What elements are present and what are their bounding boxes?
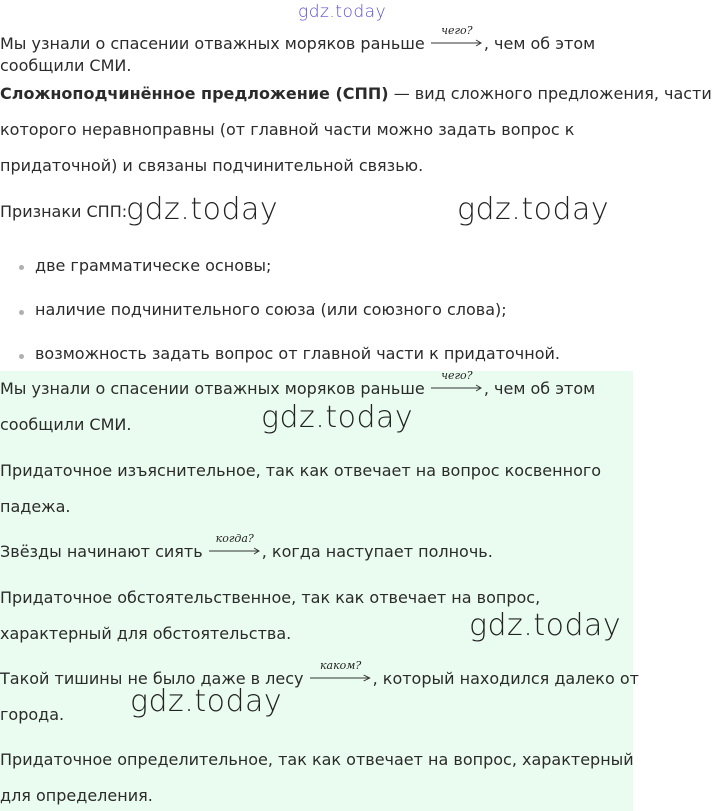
question-label: чего? xyxy=(441,369,473,382)
definition-line: Сложноподчинённое предложение (СПП) — вид сложного предложения, части xyxy=(0,84,712,103)
answer-example-line: Такой тишины не было даже в лесу каком? , который находился далеко от xyxy=(0,668,639,690)
bullet-icon xyxy=(19,310,24,315)
signs-label: Признаки СПП: xyxy=(0,202,128,221)
answer-example-line: Звёзды начинают сиять когда? , когда наступает полночь. xyxy=(0,541,493,563)
answer-explanation: падежа. xyxy=(0,497,71,516)
watermark: gdz.today xyxy=(130,684,283,719)
question-arrow xyxy=(310,659,372,682)
example-text: , чем об этом xyxy=(483,34,596,53)
answer-example-line: города. xyxy=(0,705,65,724)
watermark: gdz.today xyxy=(126,192,279,227)
top-example-line xyxy=(0,24,596,55)
answer-explanation: характерный для обстоятельства. xyxy=(0,624,292,643)
answer-explanation: для определения. xyxy=(0,786,153,805)
question-label: чего? xyxy=(441,24,473,37)
question-arrow xyxy=(431,369,483,392)
question-arrow xyxy=(209,532,261,555)
definition-line: придаточной) и связаны подчинительной связью. xyxy=(0,156,424,175)
question-label: каком? xyxy=(319,659,362,672)
term: Сложноподчинённое предложение (СПП) xyxy=(0,84,389,103)
watermark-top: gdz.today xyxy=(298,2,387,22)
list-item: две грамматическе основы; xyxy=(35,256,272,275)
list-item: возможность задать вопрос от главной части к придаточной. xyxy=(35,344,560,363)
question-arrow xyxy=(431,24,483,47)
watermark: gdz.today xyxy=(261,400,414,435)
answer-example-line: Мы узнали о спасении отважных моряков раньше чего? , чем об этом xyxy=(0,378,595,400)
answer-explanation: Придаточное изъяснительное, так как отвечает на вопрос косвенного xyxy=(0,461,602,480)
answer-explanation: Придаточное обстоятельственное, так как отвечает на вопрос, xyxy=(0,588,541,607)
watermark: gdz.today xyxy=(469,608,622,643)
definition-line: которого неравноправны (от главной части можно задать вопрос к xyxy=(0,120,575,139)
clipped-line: сообщили СМИ. xyxy=(0,56,132,75)
answer-explanation: Придаточное определительное, так как отвечает на вопрос, характерный xyxy=(0,750,634,769)
example-text: Мы узнали о спасении отважных моряков раньше xyxy=(0,34,425,53)
list-item: наличие подчинительного союза (или союзного слова); xyxy=(35,300,507,319)
bullet-icon xyxy=(19,265,24,270)
question-label: когда? xyxy=(215,532,254,545)
watermark: gdz.today xyxy=(457,192,610,227)
bullet-icon xyxy=(19,354,24,359)
answer-example-line: сообщили СМИ. xyxy=(0,415,132,434)
